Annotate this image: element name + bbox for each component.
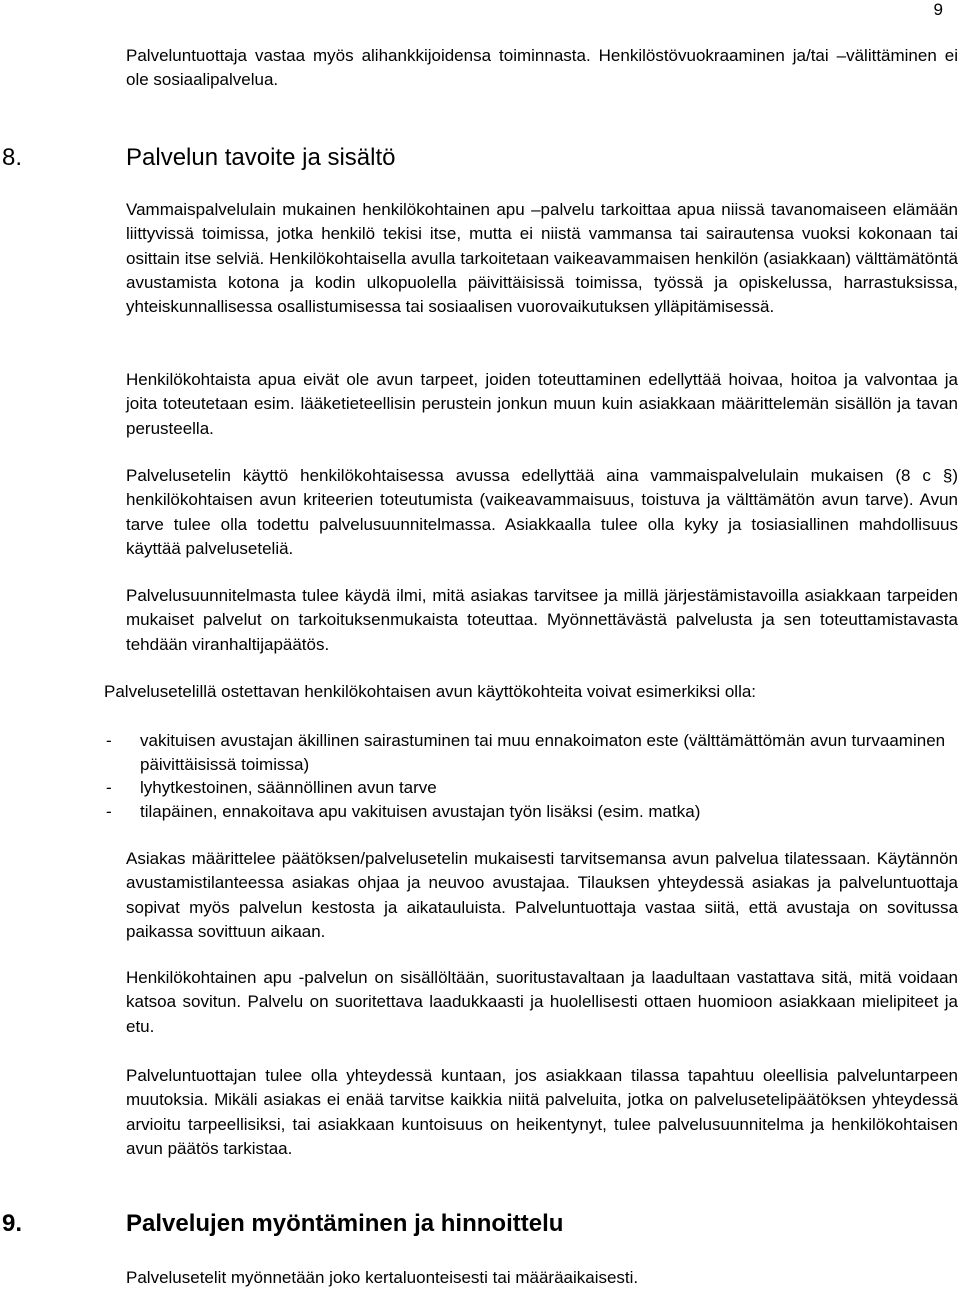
list-item <box>104 729 958 776</box>
paragraph: Asiakas määrittelee päätöksen/palvelusetelin mukaisesti tarvitsemansa avun palvelua tilatessaan. Käytännön avustamistilanteessa asiakas ohjaa ja neuvoo avustajaa. Tilauksen yhteydessä asiakas ja palveluntuottaja sopivat myös palvelun kestosta ja aikatauluista. Palveluntuottaja vastaa siitä, että avustaja on sovitussa paikassa sovittuun aikaan. <box>126 849 958 941</box>
usage-list <box>104 729 958 823</box>
list-item-text: lyhytkestoinen, säännöllinen avun tarve <box>140 778 437 797</box>
paragraph: Palveluntuottajan tulee olla yhteydessä kuntaan, jos asiakkaan tilassa tapahtuu oleellisia palveluntarpeen muutoksia. Mikäli asiakas ei enää tarvitse kaikkia niitä palveluita, jotka on palvelusetelipäätöksen yhteydessä arvioitu tarpeellisiksi, tai asiakkaan kuntoisuus on heikentynyt, tulee palvelusuunnitelma ja henkilökohtaisen avun päätös tarkistaa. <box>126 1066 958 1158</box>
paragraph: Palvelusuunnitelmasta tulee käydä ilmi, mitä asiakas tarvitsee ja millä järjestämistavoilla asiakkaan tarpeiden mukaiset palvelut on tarkoituksenmukaista toteuttaa. Myönnettävästä palvelusta ja sen toteuttamistavasta tehdään viranhaltijapäätös. <box>126 586 958 654</box>
section-8-title: Palvelun tavoite ja sisältö <box>126 144 396 171</box>
section-9-number: 9. <box>2 1210 23 1237</box>
list-item-text: vakituisen avustajan äkillinen sairastuminen tai muu ennakoimaton este (välttämättömän avun turvaaminen päivittäisissä toimissa) <box>140 731 946 774</box>
paragraph: Henkilökohtaista apua eivät ole avun tarpeet, joiden toteuttaminen edellyttää hoivaa, hoitoa ja valvontaa ja joita toteutetaan esim. lääketieteellisin perustein jonkun muun kuin asiakkaan määrittelemän sisällön ja tavan perusteella. <box>126 370 958 438</box>
list-marker: - <box>106 801 112 821</box>
paragraph: Vammaispalvelulain mukainen henkilökohtainen apu –palvelu tarkoittaa apua niissä tavanomaiseen elämään liittyvissä toimissa, jotka henkilö tekisi itse, mutta ei niistä vammansa tai sairautensa vuoksi kokonaan tai osittain itse selviä. Henkilökohtaisella avulla tarkoitetaan vaikeavammaisen henkilön (asiakkaan) välttämätöntä avustamista kotona ja kodin ulkopuolella päivittäisissä toimissa, työssä ja opiskelussa, harrastuksissa, yhteiskunnallisessa osallistumisessa tai sosiaalisen vuorovaikutuksen ylläpitämisessä. <box>126 200 958 317</box>
list-marker: - <box>106 778 112 797</box>
paragraph: Palvelusetelin käyttö henkilökohtaisessa avussa edellyttää aina vammaispalvelulain mukaisen (8 c §) henkilökohtaisen avun kriteerien toteutumista (vaikeavammaisuus, toistuva ja välttämätön avun tarve). Avun tarve tulee olla todettu palvelusuunnitelmassa. Asiakkaalla tulee olla kyky ja tosiasiallinen mahdollisuus käyttää palveluseteliä. <box>126 466 958 558</box>
list-marker: - <box>106 731 112 750</box>
list-item <box>104 776 958 800</box>
page-number: 9 <box>933 0 943 19</box>
section-9-title: Palvelujen myöntäminen ja hinnoittelu <box>126 1210 564 1237</box>
intro-paragraph: Palveluntuottaja vastaa myös alihankkijoidensa toiminnasta. Henkilöstövuokraaminen ja/tai –välittäminen ei ole sosiaalipalvelua. <box>126 46 958 90</box>
paragraph: Henkilökohtainen apu -palvelun on sisällöltään, suoritustavaltaan ja laadultaan vastattava sitä, mitä voidaan katsoa sovitun. Palvelu on suoritettava laadukkaasti ja huolellisesti ottaen huomioon asiakkaan mielipiteet ja etu. <box>126 968 958 1036</box>
list-intro: Palvelusetelillä ostettavan henkilökohtaisen avun käyttökohteita voivat esimerkiksi olla: <box>104 682 757 701</box>
section-8-number: 8. <box>2 144 23 171</box>
list-item-text: tilapäinen, ennakoitava apu vakituisen avustajan työn lisäksi (esim. matka) <box>140 801 701 821</box>
paragraph: Palvelusetelit myönnetään joko kertaluonteisesti tai määräaikaisesti. <box>126 1268 639 1287</box>
list-item <box>104 800 958 824</box>
